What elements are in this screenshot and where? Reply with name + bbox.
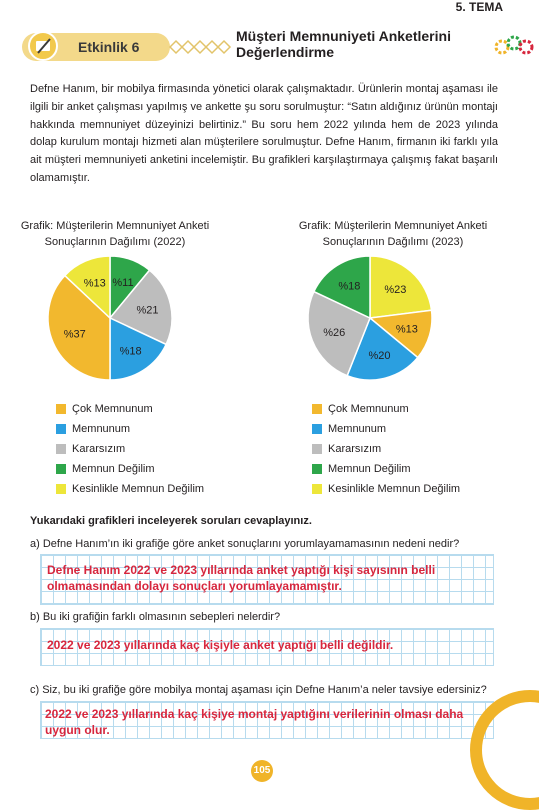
answer-b: 2022 ve 2023 yıllarında kaç kişiyle anket yaptığı belli değildir. (47, 638, 394, 652)
pie-label-1-3: %26 (323, 327, 346, 340)
pie-label-0-0: %11 (112, 276, 134, 289)
page-title (236, 28, 476, 60)
pencil-book-icon (28, 31, 58, 61)
answer-a: Defne Hanım 2022 ve 2023 yıllarında anket yaptığı kişi sayısının belli olmamasından dolayı sonuçları yorumlayamamıştır. (47, 563, 436, 593)
pie-chart-2022 (40, 248, 180, 388)
answer-c: 2022 ve 2023 yıllarında kaç kişiye montaj yaptığını verilerinin olması daha uygun olur. (45, 707, 464, 737)
unit-label: 5. TEMA (455, 0, 503, 14)
pie-chart-2023 (300, 248, 440, 388)
legend-item (312, 419, 460, 439)
legend-item (56, 399, 204, 419)
legend-2023 (312, 399, 460, 499)
legend-item (56, 459, 204, 479)
chart-2023-title-line2: Sonuçlarının Dağılımı (2023) (322, 236, 464, 248)
pie-label-1-4: %18 (338, 280, 361, 293)
pie-label-0-2: %18 (119, 345, 142, 358)
legend-item (312, 439, 460, 459)
legend-swatch (56, 424, 66, 434)
page-title-line2: Değerlendirme (236, 44, 335, 60)
legend-swatch (312, 464, 322, 474)
legend-swatch (56, 404, 66, 414)
legend-label: Memnunum (72, 423, 131, 435)
chart-2022-title-line1: Grafik: Müşterilerin Memnuniyet Anketi (20, 220, 210, 232)
pie-label-1-0: %23 (384, 284, 407, 297)
legend-label: Kararsızım (72, 443, 126, 455)
question-c: c) Siz, bu iki grafiğe göre mobilya montaj aşaması için Defne Hanım’a neler tavsiye edersiniz? (30, 684, 487, 696)
legend-label: Memnunum (328, 423, 387, 435)
legend-label: Memnun Değilim (72, 463, 155, 475)
legend-label: Memnun Değilim (328, 463, 411, 475)
legend-item (56, 479, 204, 499)
answer-box-a[interactable] (40, 554, 494, 605)
legend-label: Çok Memnunum (328, 403, 409, 415)
legend-item (312, 459, 460, 479)
legend-swatch (312, 404, 322, 414)
pie-label-1-2: %20 (368, 350, 391, 363)
intro-paragraph: Defne Hanım, bir mobilya firmasında yönetici olarak çalışmaktadır. Ürünlerin montaj aşaması ile ilgili bir anket çalışması yapılmış ve ankette şu soru sorulmuştur: “Satın aldığınız ürünün montajı hakkında memnuniyet düzeyinizi belirtiniz.” Bu soru hem 2022 yılında hem de 2023 yılında dolap kurulum montajı hizmeti alan müşterilere sorulmuştur. Defne Hanım, firmanın iki farklı yıla ait müşteri memnuniyeti anketini incelemiştir. Bu grafikleri karşılaştırmaya çalışmış fakat başarılı olamamıştır. (30, 83, 498, 184)
legend-label: Çok Memnunum (72, 403, 153, 415)
legend-swatch (312, 444, 322, 454)
pie-label-0-1: %21 (136, 304, 159, 317)
legend-swatch (312, 484, 322, 494)
legend-item (312, 399, 460, 419)
legend-2022 (56, 399, 204, 499)
pie-label-0-4: %13 (83, 277, 106, 290)
page-number: 105 (251, 760, 273, 782)
legend-item (56, 419, 204, 439)
chart-2022-title-line2: Sonuçlarının Dağılımı (2022) (44, 236, 186, 248)
chart-2023-title-line1: Grafik: Müşterilerin Memnuniyet Anketi (298, 220, 488, 232)
question-b: b) Bu iki grafiğin farklı olmasının sebepleri nelerdir? (30, 611, 281, 623)
legend-label: Kararsızım (328, 443, 382, 455)
answer-box-c[interactable] (40, 701, 494, 739)
pie-label-0-3: %37 (63, 328, 86, 341)
legend-swatch (56, 464, 66, 474)
chart-2022-title (10, 218, 220, 250)
chart-2023-title (288, 218, 498, 250)
decorative-diamonds-icon (162, 33, 232, 61)
legend-swatch (56, 484, 66, 494)
legend-swatch (56, 444, 66, 454)
instructions: Yukarıdaki grafikleri inceleyerek soruları cevaplayınız. (30, 515, 312, 527)
answer-box-b[interactable] (40, 628, 494, 666)
legend-item (312, 479, 460, 499)
legend-label: Kesinlikle Memnun Değilim (72, 483, 205, 495)
legend-label: Kesinlikle Memnun Değilim (328, 483, 461, 495)
page-title-line1: Müşteri Memnuniyeti Anketlerini (236, 28, 451, 44)
legend-swatch (312, 424, 322, 434)
question-a: a) Defne Hanım’ın iki grafiğe göre anket sonuçlarını yorumlayamamasının nedeni nedir? (30, 538, 460, 550)
legend-item (56, 439, 204, 459)
activity-label: Etkinlik 6 (78, 39, 140, 55)
gears-icon (494, 33, 534, 59)
pie-label-1-1: %13 (395, 323, 418, 336)
